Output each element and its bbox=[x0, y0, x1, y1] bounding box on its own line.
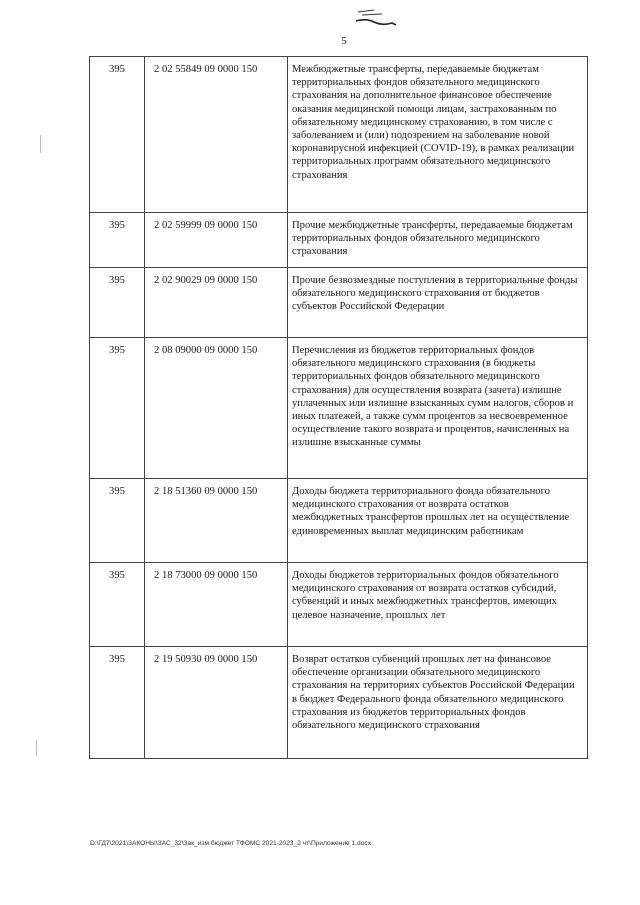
admin-code-cell: 395 bbox=[90, 57, 145, 213]
description-cell: Прочие межбюджетные трансферты, передаваемые бюджетам территориальных фондов обязательного медицинского страхования bbox=[288, 213, 588, 268]
budget-code-cell: 2 02 59999 09 0000 150 bbox=[145, 213, 288, 268]
admin-code-cell: 395 bbox=[90, 563, 145, 647]
table-row bbox=[90, 57, 588, 213]
table-row bbox=[90, 338, 588, 479]
page-number: 5 bbox=[341, 35, 347, 47]
budget-code-cell: 2 19 50930 09 0000 150 bbox=[145, 647, 288, 759]
description-cell: Доходы бюджета территориального фонда обязательного медицинского страхования от возврата остатков межбюджетных трансфертов прошлых лет на осуществление единовременных выплат медицинским работникам bbox=[288, 479, 588, 563]
admin-code-cell: 395 bbox=[90, 647, 145, 759]
table-row bbox=[90, 563, 588, 647]
budget-code-cell: 2 02 55849 09 0000 150 bbox=[145, 57, 288, 213]
description-cell: Возврат остатков субвенций прошлых лет на финансовое обеспечение организации обязательного медицинского страхования на территориях субъектов Российской Федерации в бюджет Федерального фонда обязательного медицинского страхования из бюджетов территориальных фондов обязательного медицинского страхования bbox=[288, 647, 588, 759]
scan-margin-mark bbox=[36, 740, 37, 756]
admin-code-cell: 395 bbox=[90, 268, 145, 338]
table-row bbox=[90, 268, 588, 338]
admin-code-cell: 395 bbox=[90, 213, 145, 268]
table-body bbox=[90, 57, 588, 759]
budget-code-cell: 2 18 73000 09 0000 150 bbox=[145, 563, 288, 647]
description-cell: Доходы бюджетов территориальных фондов обязательного медицинского страхования от возврата остатков субсидий, субвенций и иных межбюджетных трансфертов, имеющих целевое назначение, прошлых лет bbox=[288, 563, 588, 647]
budget-code-cell: 2 02 90029 09 0000 150 bbox=[145, 268, 288, 338]
handwritten-mark bbox=[352, 6, 402, 32]
budget-code-cell: 2 18 51360 09 0000 150 bbox=[145, 479, 288, 563]
table-row bbox=[90, 647, 588, 759]
budget-code-cell: 2 08 09000 09 0000 150 bbox=[145, 338, 288, 479]
table-row bbox=[90, 213, 588, 268]
admin-code-cell: 395 bbox=[90, 338, 145, 479]
scan-margin-mark bbox=[40, 135, 41, 153]
budget-classification-table bbox=[89, 56, 588, 759]
description-cell: Межбюджетные трансферты, передаваемые бюджетам территориальных фондов обязательного медицинского страхования на дополнительное финансовое обеспечение оказания медицинской помощи лицам, застрахованным по обязательному медицинскому страхованию, в том числе с заболеванием и (или) подозрением на заболевание новой коронавирусной инфекцией (COVID-19), в рамках реализации территориальных программ обязательного медицинского страхования bbox=[288, 57, 588, 213]
description-cell: Прочие безвозмездные поступления в территориальные фонды обязательного медицинского страхования от бюджетов субъектов Российской Федерации bbox=[288, 268, 588, 338]
description-cell: Перечисления из бюджетов территориальных фондов обязательного медицинского страхования (в бюджеты территориальных фондов обязательного медицинского страхования) для осуществления возврата (зачета) излишне уплаченных или излишне взысканных сумм налогов, сборов и иных платежей, а также сумм процентов за несвоевременное осуществление такого возврата и процентов, начисленных на излишне взысканные суммы bbox=[288, 338, 588, 479]
table-row bbox=[90, 479, 588, 563]
footer-file-path: D:\ГД7\2021\ЗАКОНЫ\ЗАС_32\Зак_изм.бюджет ТФОМС 2021-2023_2 чт\Приложение 1.docx bbox=[90, 840, 371, 847]
admin-code-cell: 395 bbox=[90, 479, 145, 563]
